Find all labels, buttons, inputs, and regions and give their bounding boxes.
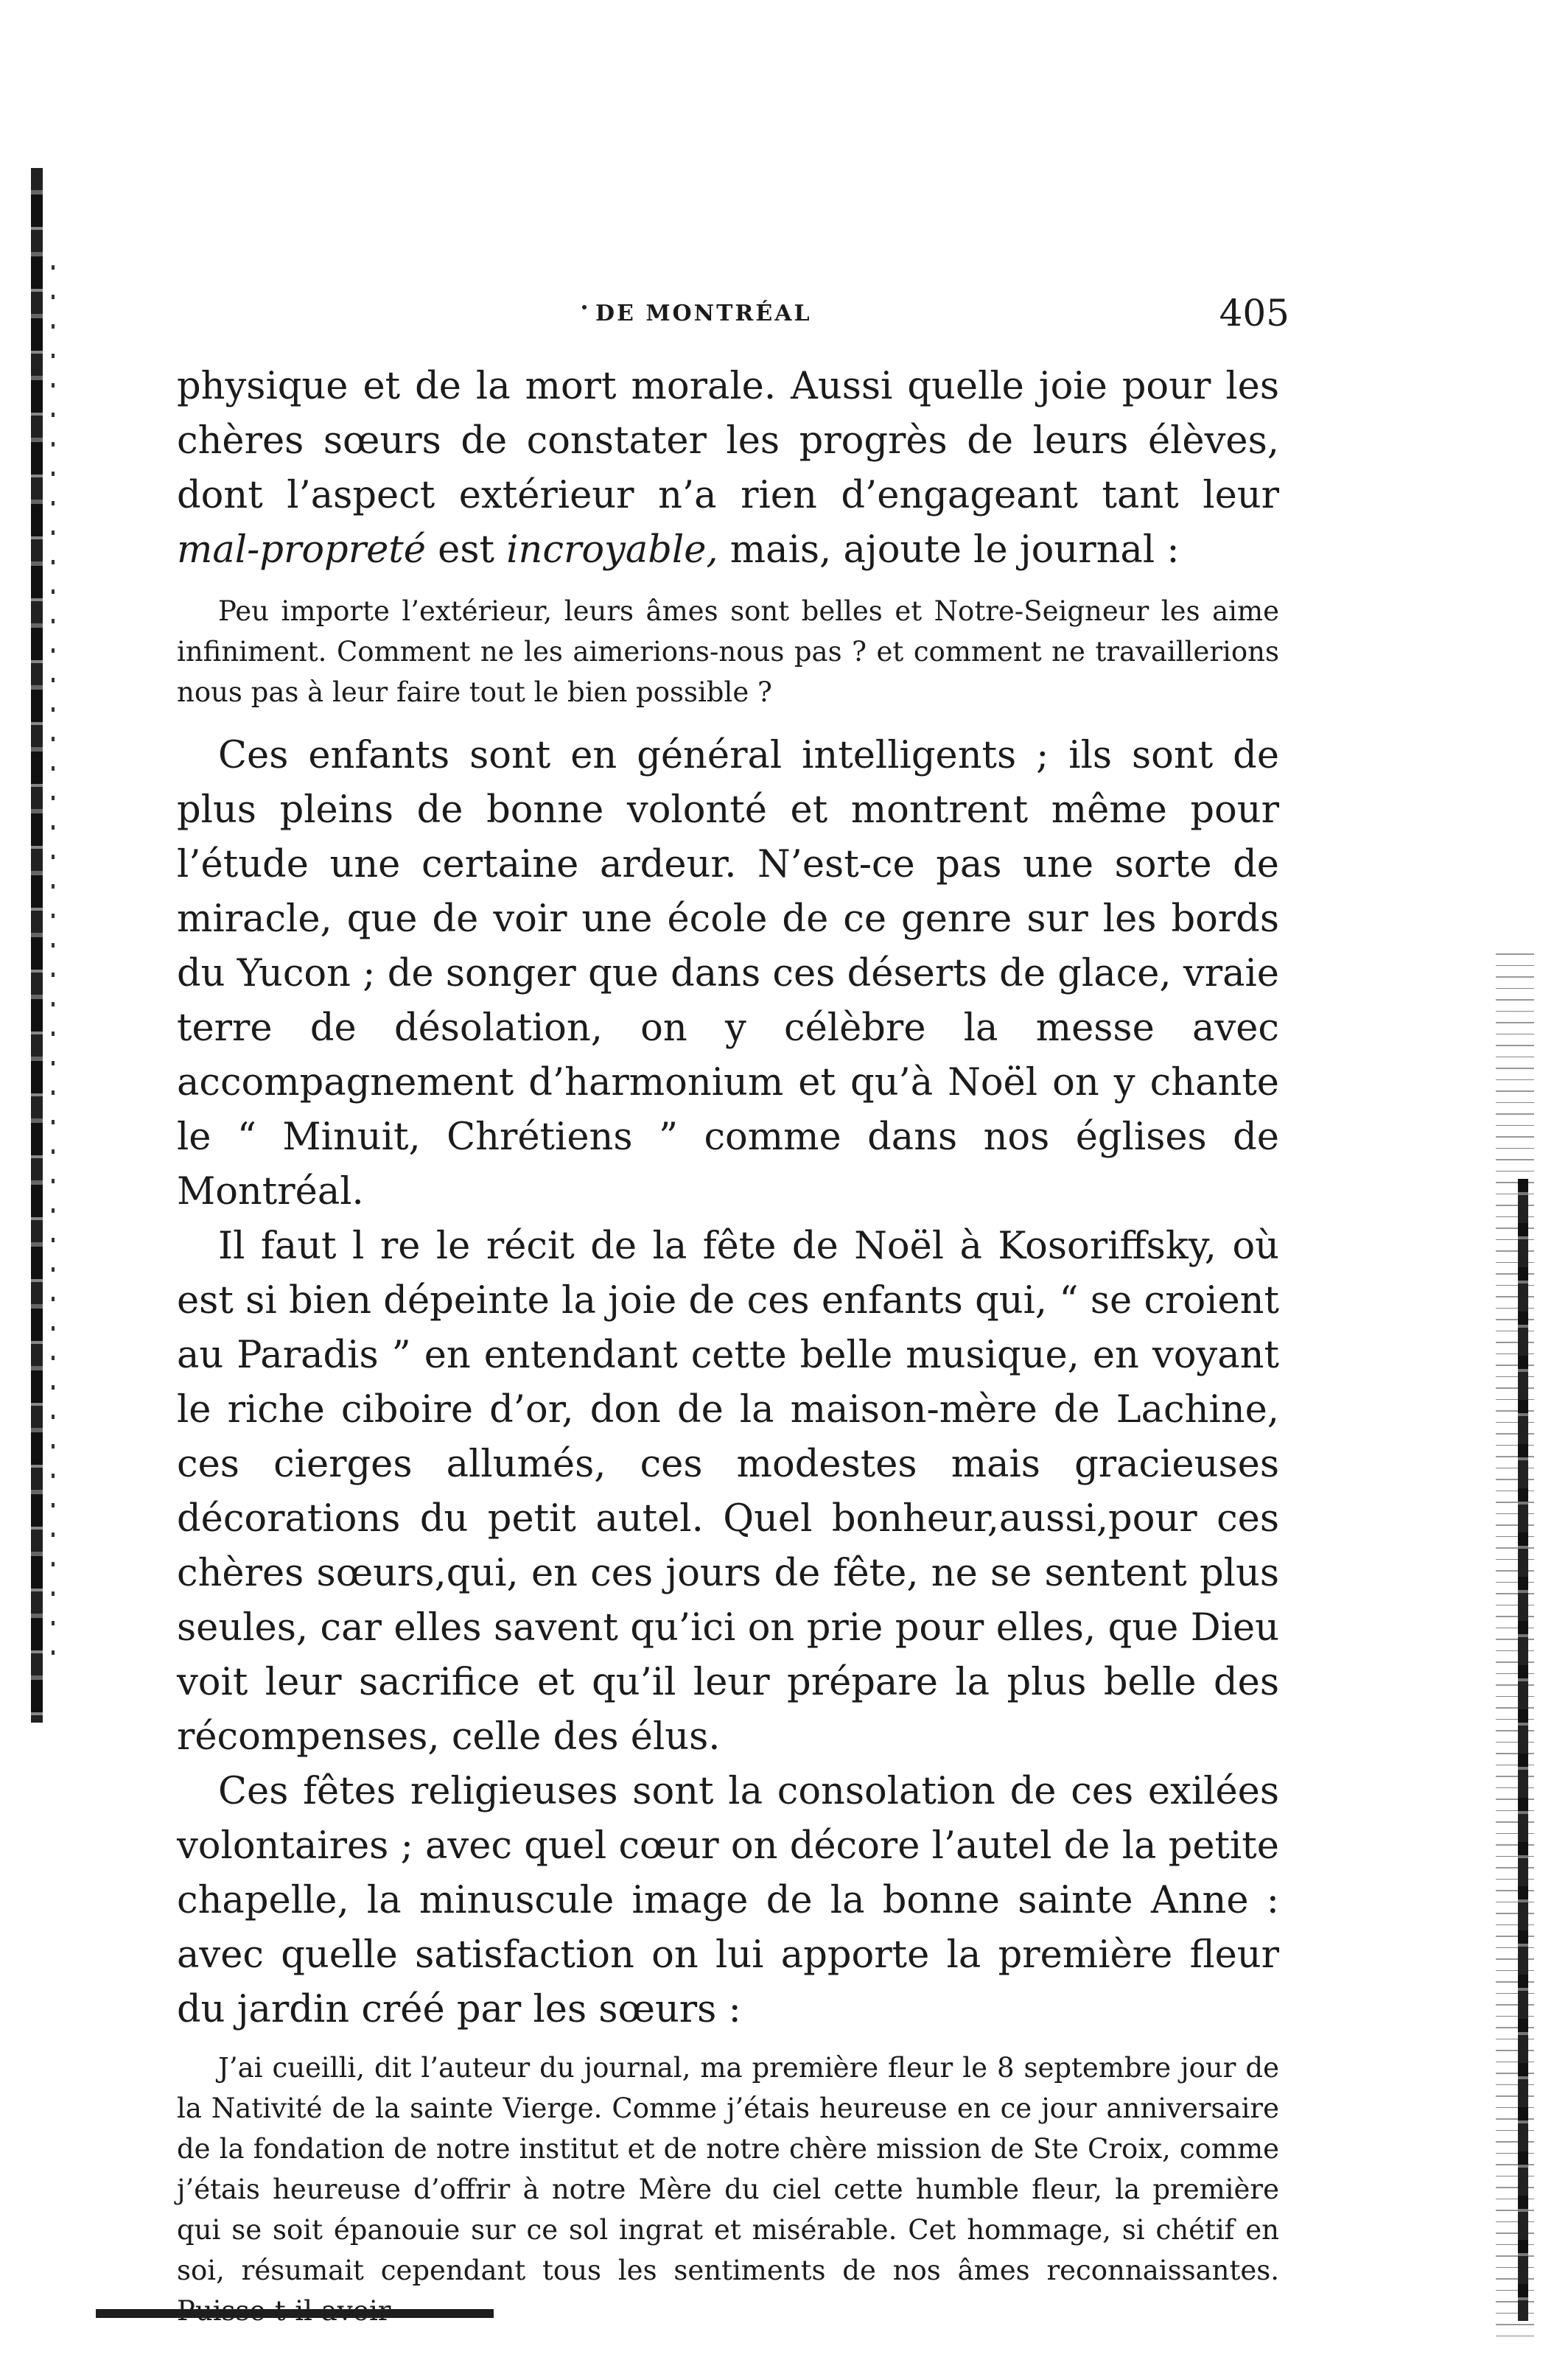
paragraph-3: Il faut l re le récit de la fête de Noël à Kosoriffsky, où est si bien dépeinte la joie de ces enfants qui, “ se croient au Paradis ” en entendant cette belle musique, en voyant le riche ciboire d’or, don de la maison-mère de Lachine, ces cierges allumés, ces modestes mais gracieuses décorations du petit autel. Quel bonheur,aussi,pour ces chères sœurs,qui, en ces jours de fête, ne se sentent plus seules, car elles savent qu’ici on prie pour elles, que Dieu voit leur sacrifice et qu’il leur prépare la plus belle des récompenses, celle des élus. <box>177 1225 1279 1759</box>
right-edge-scan-noise <box>1496 943 1534 2343</box>
running-title: DE MONTRÉAL <box>595 301 812 326</box>
paragraph-1-text-b: est <box>425 528 507 572</box>
paragraph-4: Ces fêtes religieuses sont la consolation de ces exilées volontaires ; avec quel cœur on décore l’autel de la petite chapelle, la minuscule image de la bonne sainte Anne : avec quelle satisfaction on lui apporte la première fleur du jardin créé par les sœurs : <box>177 1770 1279 2031</box>
paragraph-1-text-a: physique et de la mort morale. Aussi quelle joie pour les chères sœurs de constater les progrès de leurs élèves, dont l’aspect extérieur n’a rien d’engageant tant leur <box>177 365 1279 517</box>
header-dot <box>582 305 587 309</box>
paragraph-1-italic-2: incroyable, <box>506 528 718 572</box>
left-binding-edge <box>31 168 43 1723</box>
block-quote-1: Peu importe l’extérieur, leurs âmes sont belles et Notre-Seigneur les aime infiniment. Comment ne les aimerions-nous pas ? et comment ne travaillerions nous pas à leur faire tout le bien possible ? <box>177 595 1279 708</box>
bottom-rule <box>96 2309 494 2318</box>
paragraph-1-text-c: mais, ajoute le journal : <box>718 528 1180 572</box>
right-binding-edge <box>1518 1179 1528 2321</box>
block-quote-2: J’ai cueilli, dit l’auteur du journal, ma première fleur le 8 septembre jour de la Nativité de la sainte Vierge. Comme j’étais heureuse en ce jour anniversaire de la fondation de notre institut et de notre chère mission de Ste Croix, comme j’étais heureuse d’offrir à notre Mère du ciel cette humble fleur, la première qui se soit épanouie sur ce sol ingrat et misérable. Cet hommage, si chétif en soi, résumait cependant tous les sentiments de nos âmes reconnaissantes. <box>177 2052 1279 2286</box>
paragraph-2: Ces enfants sont en général intelligents ; ils sont de plus pleins de bonne volonté et montrent même pour l’étude une certaine ardeur. N’est-ce pas une sorte de miracle, que de voir une école de ce genre sur les bords du Yucon ; de songer que dans ces déserts de glace, vraie terre de désolation, on y célèbre la messe avec accompagnement d’harmonium et qu’à Noël on y chante le “ Minuit, Chrétiens ” comme dans nos églises de Montréal. <box>177 734 1279 1213</box>
page-body <box>177 360 1279 2331</box>
paragraph-1 <box>177 360 1279 578</box>
page-number: 405 <box>1219 292 1289 335</box>
left-binding-marks <box>52 265 55 1665</box>
page-header <box>582 292 1289 336</box>
paragraph-1-italic-1: mal-propreté <box>177 528 426 572</box>
